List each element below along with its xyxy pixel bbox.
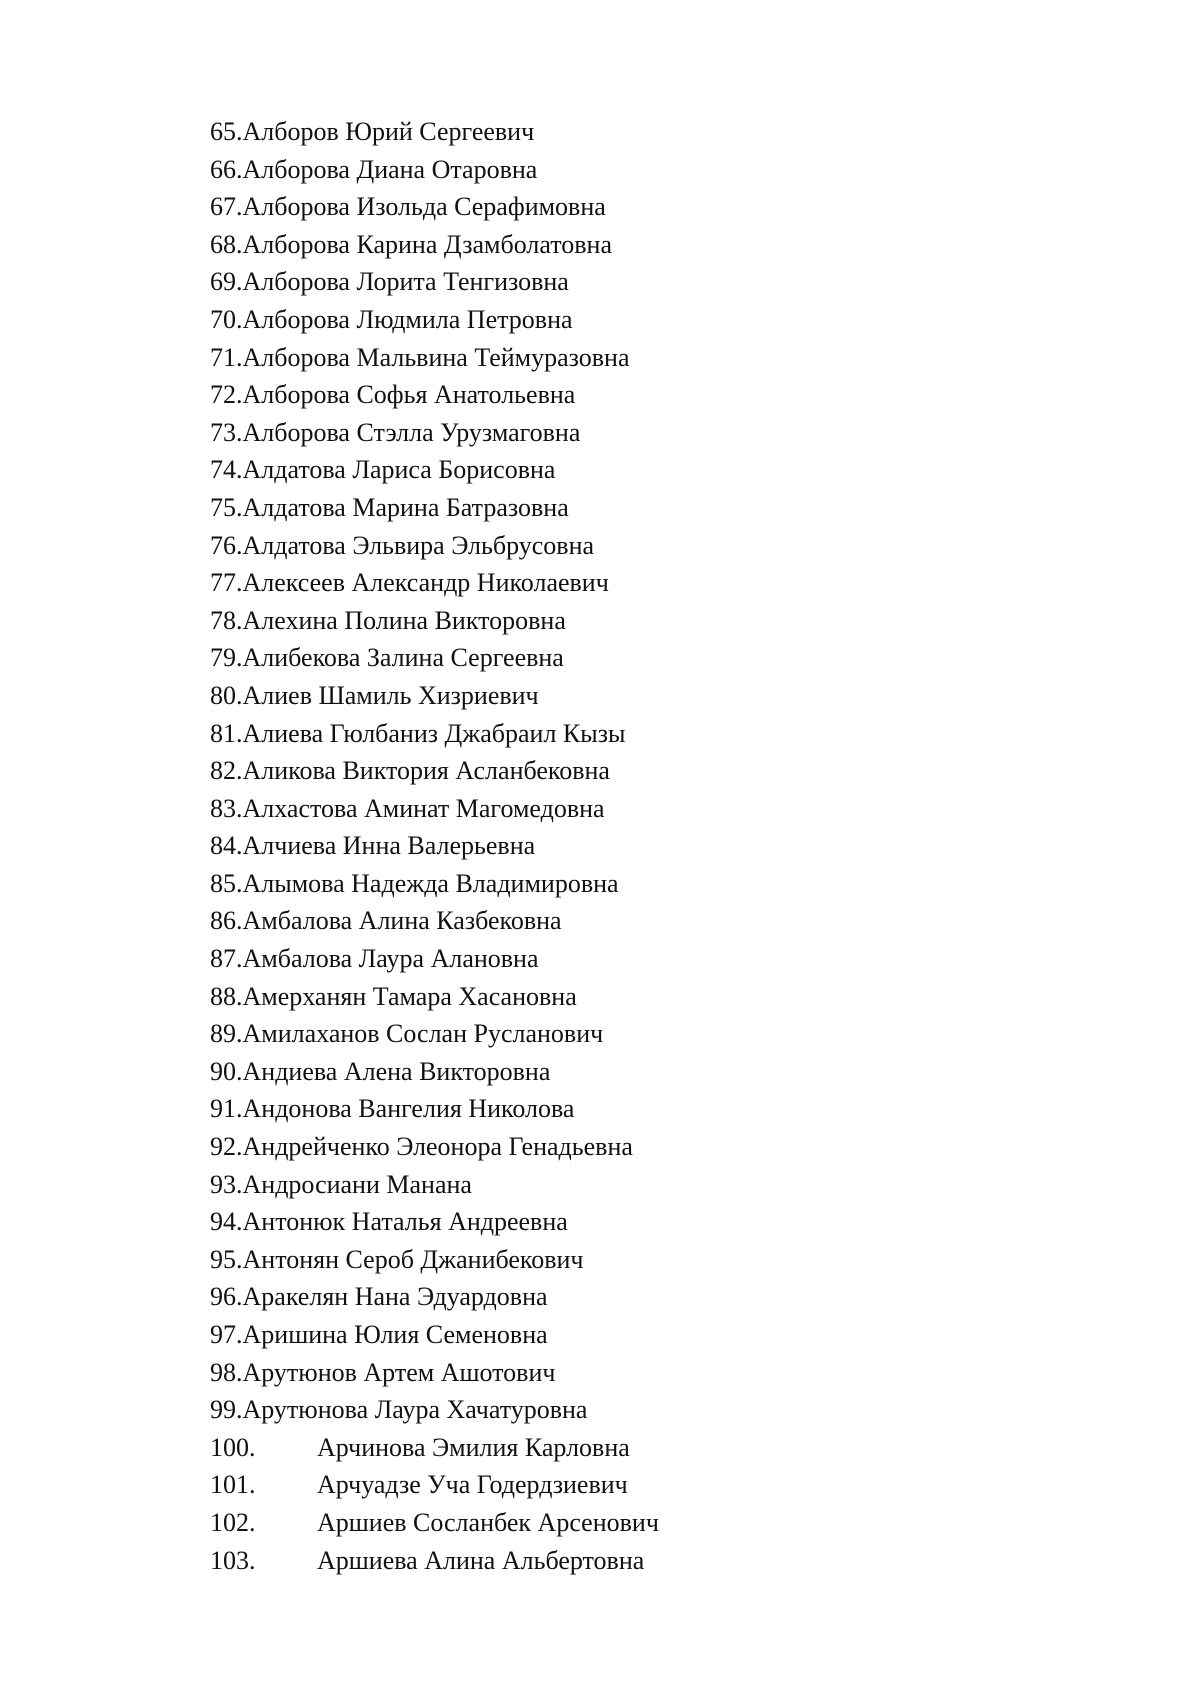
list-item-name: Аршиева Алина Альбертовна — [317, 1545, 645, 1575]
list-item-number: 95. — [210, 1244, 243, 1274]
list-item-number: 91. — [210, 1094, 243, 1124]
list-item — [210, 1166, 659, 1204]
list-item — [210, 827, 659, 865]
list-item — [210, 564, 659, 602]
list-item-number: 94. — [210, 1207, 243, 1237]
list-item — [210, 677, 659, 715]
list-item — [210, 263, 659, 301]
list-item-number: 74. — [210, 455, 243, 485]
list-item — [210, 1203, 659, 1241]
list-item-name: Аришина Юлия Семеновна — [242, 1320, 548, 1349]
list-item-number: 67. — [210, 192, 243, 222]
list-item — [210, 1090, 659, 1128]
list-item — [210, 301, 659, 339]
list-item-name: Андонова Вангелия Николова — [242, 1094, 575, 1124]
list-item-number: 66. — [210, 154, 243, 184]
list-item-name: Алборова Лорита Тенгизовна — [242, 267, 569, 297]
list-item-name: Амбалова Алина Казбековна — [242, 906, 562, 936]
list-item-name: Алдатова Лариса Борисовна — [242, 455, 556, 485]
list-item-name: Арчуадзе Уча Годердзиевич — [317, 1470, 628, 1500]
list-item-name: Аракелян Нана Эдуардовна — [242, 1282, 548, 1312]
list-item-name: Алборов Юрий Сергеевич — [242, 117, 535, 146]
list-item-name: Арутюнов Артем Ашотович — [242, 1357, 556, 1387]
list-item-number: 103. — [210, 1545, 256, 1575]
name-list — [210, 113, 659, 1579]
list-item-number: 85. — [210, 868, 243, 898]
list-item-number: 93. — [210, 1169, 243, 1199]
list-item-number: 102. — [210, 1507, 256, 1537]
list-item-number: 68. — [210, 229, 243, 259]
list-item-number: 78. — [210, 605, 243, 635]
list-item-number: 86. — [210, 906, 243, 936]
list-item-number: 81. — [210, 718, 243, 748]
list-item — [210, 1391, 659, 1429]
list-item-name: Алчиева Инна Валерьевна — [242, 831, 536, 861]
list-item-name: Амилаханов Сослан Русланович — [242, 1019, 604, 1049]
list-item — [210, 1278, 659, 1316]
list-item-name: Арчинова Эмилия Карловна — [317, 1432, 630, 1462]
list-item-number: 72. — [210, 380, 243, 410]
list-item-name: Алиев Шамиль Хизриевич — [242, 680, 539, 710]
list-item-number: 90. — [210, 1056, 243, 1086]
list-item — [210, 1316, 659, 1354]
list-item-name: Алборова Софья Анатольевна — [242, 380, 576, 410]
list-item-name: Антонян Сероб Джанибекович — [242, 1244, 584, 1274]
list-item-number: 69. — [210, 267, 243, 297]
list-item-name: Алборова Людмила Петровна — [242, 304, 573, 334]
list-item — [210, 715, 659, 753]
list-item-number: 65. — [210, 117, 243, 146]
list-item — [210, 1354, 659, 1392]
list-item — [210, 151, 659, 189]
list-item-number: 82. — [210, 756, 243, 786]
list-item-name: Аршиев Сосланбек Арсенович — [317, 1507, 659, 1537]
list-item-name: Алборова Карина Дзамболатовна — [242, 229, 612, 259]
list-item-number: 101. — [210, 1470, 256, 1500]
list-item-number: 96. — [210, 1282, 243, 1312]
list-item-number: 76. — [210, 530, 243, 560]
list-item-name: Антонюк Наталья Андреевна — [242, 1207, 568, 1237]
list-item-name: Алборова Диана Отаровна — [242, 154, 538, 184]
list-item — [210, 940, 659, 978]
list-item — [210, 489, 659, 527]
list-item-name: Алымова Надежда Владимировна — [242, 868, 619, 898]
list-item-number: 71. — [210, 342, 243, 372]
list-item — [210, 1542, 659, 1580]
list-item — [210, 752, 659, 790]
list-item-number: 77. — [210, 568, 243, 598]
list-item-number: 70. — [210, 304, 243, 334]
list-item-number: 83. — [210, 793, 243, 823]
list-item — [210, 226, 659, 264]
list-item — [210, 902, 659, 940]
list-item-name: Алексеев Александр Николаевич — [242, 568, 609, 598]
list-item — [210, 602, 659, 640]
list-item-number: 84. — [210, 831, 243, 861]
list-item-name: Алдатова Эльвира Эльбрусовна — [242, 530, 595, 560]
list-item-number: 97. — [210, 1320, 243, 1349]
list-item — [210, 527, 659, 565]
list-item-number: 92. — [210, 1132, 243, 1162]
list-item-name: Арутюнова Лаура Хачатуровна — [242, 1395, 588, 1425]
list-item-name: Амбалова Лаура Алановна — [242, 944, 539, 974]
list-item-number: 99. — [210, 1395, 243, 1425]
list-item-number: 73. — [210, 417, 243, 447]
list-item-number: 75. — [210, 492, 243, 522]
list-item — [210, 1241, 659, 1279]
list-item — [210, 376, 659, 414]
list-item-name: Андросиани Манана — [242, 1169, 472, 1199]
list-item-number: 100. — [210, 1432, 256, 1462]
list-item-number: 98. — [210, 1357, 243, 1387]
list-item-name: Алдатова Марина Батразовна — [242, 492, 569, 522]
list-item — [210, 639, 659, 677]
list-item — [210, 1128, 659, 1166]
list-item-name: Алборова Мальвина Теймуразовна — [242, 342, 630, 372]
list-item-name: Аликова Виктория Асланбековна — [242, 756, 610, 786]
list-item — [210, 1504, 659, 1542]
list-item-name: Алборова Изольда Серафимовна — [242, 192, 606, 222]
list-item — [210, 978, 659, 1016]
list-item-name: Алибекова Залина Сергеевна — [242, 643, 564, 673]
list-item-number: 88. — [210, 981, 243, 1011]
list-item-number: 79. — [210, 643, 243, 673]
list-item — [210, 414, 659, 452]
list-item-name: Алхастова Аминат Магомедовна — [242, 793, 605, 823]
list-item-name: Алборова Стэлла Урузмаговна — [242, 417, 581, 447]
list-item — [210, 451, 659, 489]
list-item — [210, 1053, 659, 1091]
list-item-number: 89. — [210, 1019, 243, 1049]
list-item — [210, 188, 659, 226]
list-item — [210, 113, 659, 151]
list-item — [210, 1015, 659, 1053]
list-item-number: 80. — [210, 680, 243, 710]
list-item-name: Алехина Полина Викторовна — [242, 605, 566, 635]
list-item-name: Андрейченко Элеонора Генадьевна — [242, 1132, 633, 1162]
list-item — [210, 790, 659, 828]
list-item — [210, 339, 659, 377]
list-item — [210, 1466, 659, 1504]
list-item-name: Алиева Гюлбаниз Джабраил Кызы — [242, 718, 626, 748]
list-item — [210, 1429, 659, 1467]
list-item-name: Амерханян Тамара Хасановна — [242, 981, 577, 1011]
list-item-name: Андиева Алена Викторовна — [242, 1056, 551, 1086]
list-item — [210, 865, 659, 903]
list-item-number: 87. — [210, 944, 243, 974]
